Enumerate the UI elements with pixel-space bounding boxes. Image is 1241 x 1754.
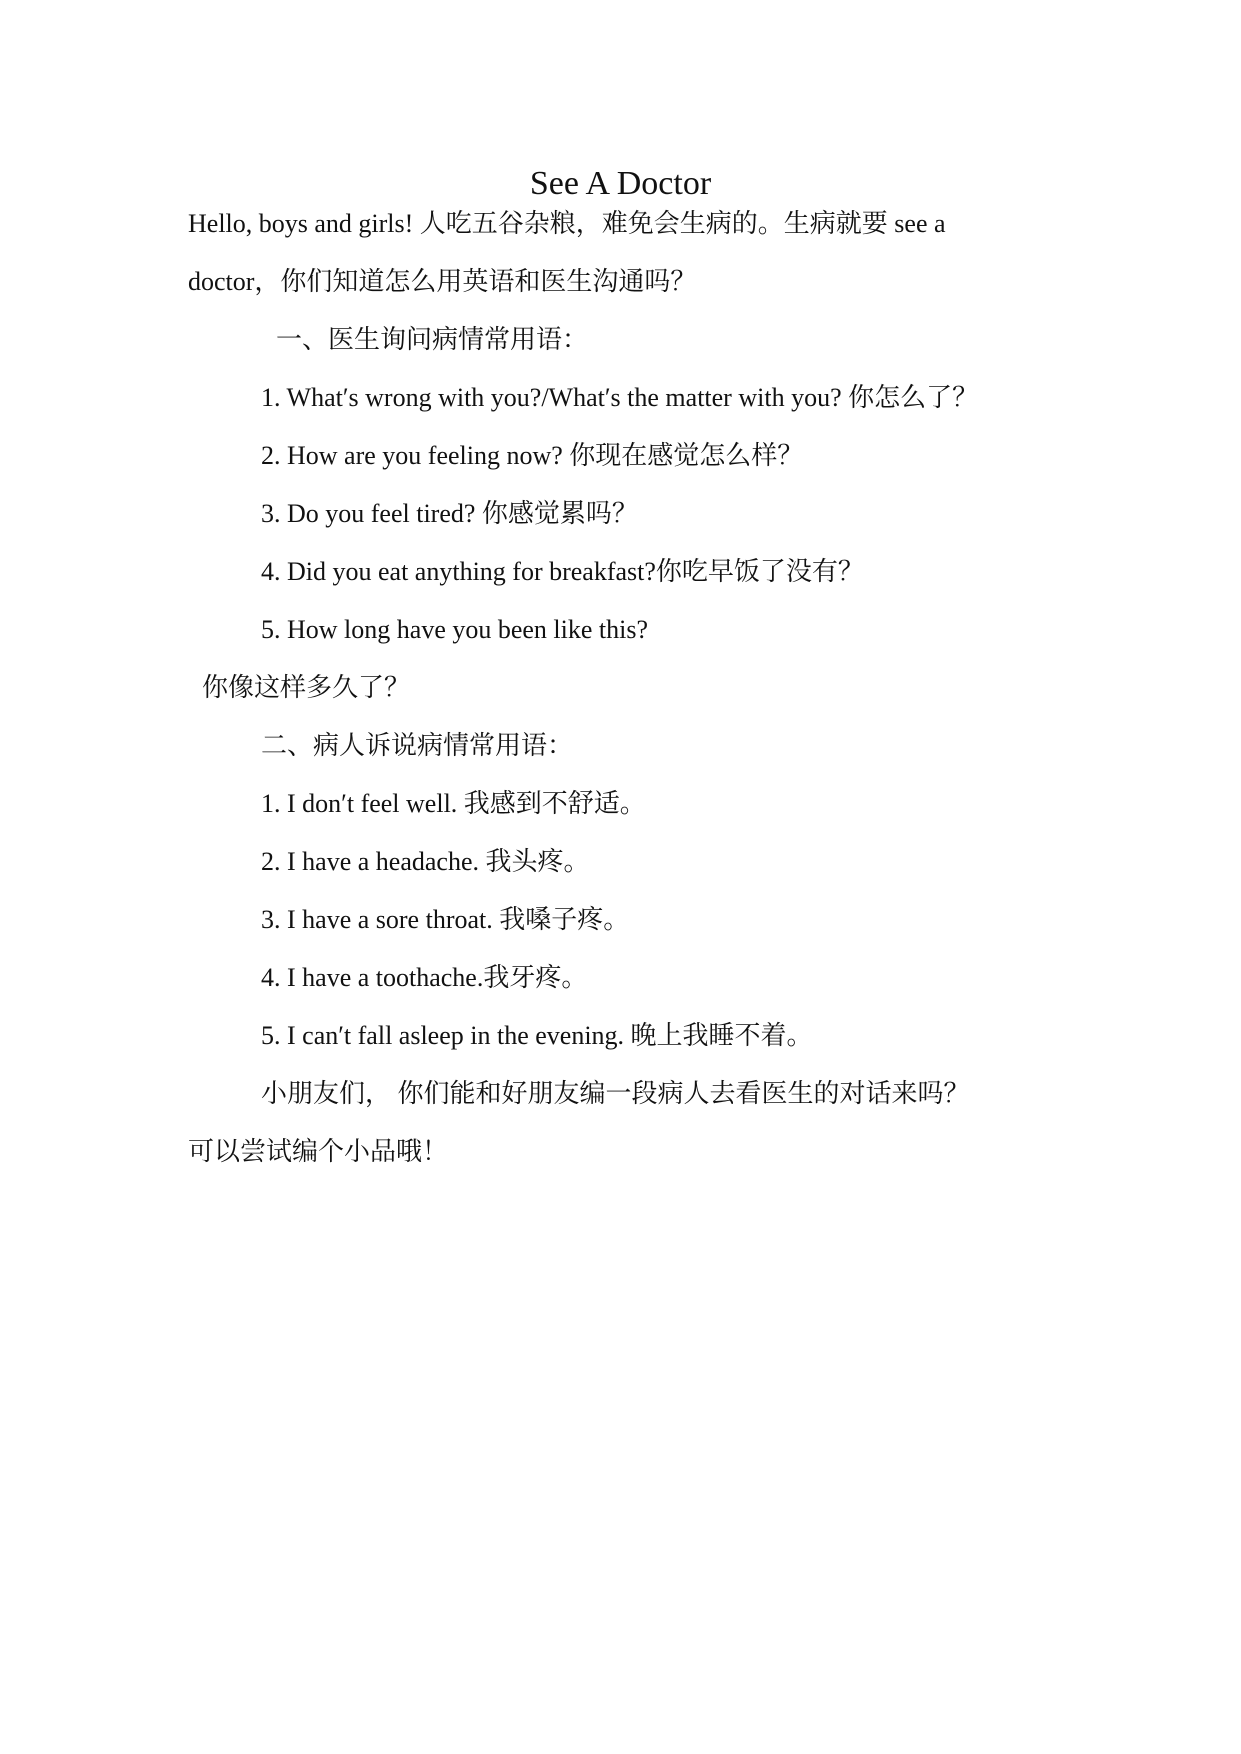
section2-item-5: 5. I can′t fall asleep in the evening. 晚上我睡不着。	[261, 1021, 813, 1050]
intro-line-2: doctor，你们知道怎么用英语和医生沟通吗？	[188, 267, 697, 296]
section1-item-2: 2. How are you feeling now? 你现在感觉怎么样？	[261, 441, 804, 470]
section2-item-2: 2. I have a headache. 我头疼。	[261, 847, 590, 876]
section1-item-1: 1. What′s wrong with you?/What′s the matter with you? 你怎么了？	[261, 383, 979, 412]
section1-item-4: 4. Did you eat anything for breakfast?你吃早饭了没有？	[261, 557, 864, 586]
section1-item-5: 5. How long have you been like this?	[261, 615, 649, 644]
section1-item-3: 3. Do you feel tired? 你感觉累吗？	[261, 499, 638, 528]
section1-heading: 一、医生询问病情常用语：	[276, 325, 589, 354]
section2-item-3: 3. I have a sore throat. 我嗓子疼。	[261, 905, 630, 934]
document-title: See A Doctor	[529, 165, 712, 202]
section2-item-1: 1. I don′t feel well. 我感到不舒适。	[261, 789, 646, 818]
section2-heading: 二、病人诉说病情常用语：	[261, 731, 574, 760]
section1-item-5-translation: 你像这样多久了？	[202, 673, 411, 702]
intro-line-1: Hello, boys and girls! 人吃五谷杂粮，难免会生病的。生病就要 see a	[188, 209, 946, 238]
closing-line-1: 小朋友们， 你们能和好朋友编一段病人去看医生的对话来吗？	[261, 1079, 970, 1108]
closing-line-2: 可以尝试编个小品哦！	[188, 1137, 449, 1166]
section2-item-4: 4. I have a toothache.我牙疼。	[261, 963, 588, 992]
